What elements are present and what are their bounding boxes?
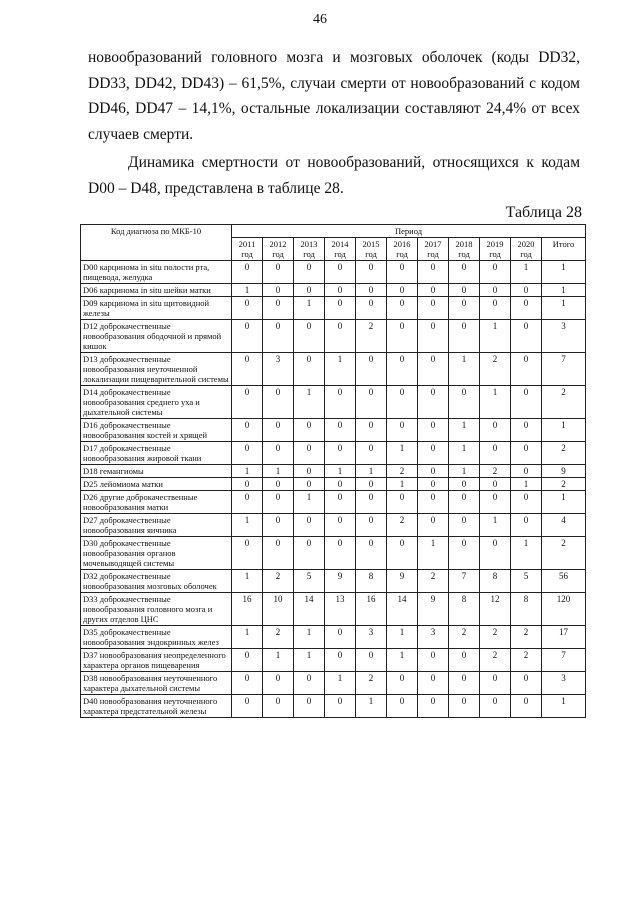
value-cell: 0	[263, 672, 294, 695]
value-cell: 0	[232, 419, 263, 442]
total-header: Итого	[542, 238, 586, 261]
table-row	[81, 672, 586, 695]
table-row	[81, 320, 586, 353]
total-cell: 1	[542, 261, 586, 284]
year-header	[356, 238, 387, 261]
diagnosis-cell: D13 доброкачественные новообразования неуточненной локализации пищеварительной системы	[81, 353, 232, 386]
value-cell: 0	[449, 514, 480, 537]
value-cell: 2	[511, 649, 542, 672]
value-cell: 0	[356, 442, 387, 465]
value-cell: 8	[449, 593, 480, 626]
value-cell: 0	[449, 491, 480, 514]
total-cell: 7	[542, 353, 586, 386]
table-row	[81, 419, 586, 442]
body-paragraph-intro: Динамика смертности от новообразований, относящихся к кодам D00 – D48, представлена в таблице 28.	[88, 154, 580, 197]
value-cell: 0	[263, 514, 294, 537]
value-cell: 0	[356, 284, 387, 297]
year-header	[511, 238, 542, 261]
diagnosis-cell: D06 карцинома in situ шейки матки	[81, 284, 232, 297]
value-cell: 0	[511, 419, 542, 442]
value-cell: 1	[511, 261, 542, 284]
value-cell: 0	[325, 514, 356, 537]
year-header	[387, 238, 418, 261]
year-unit: год	[334, 249, 346, 259]
value-cell: 0	[418, 478, 449, 491]
year-unit: год	[520, 249, 532, 259]
value-cell: 0	[387, 320, 418, 353]
value-cell: 0	[325, 320, 356, 353]
value-cell: 0	[387, 353, 418, 386]
value-cell: 3	[418, 626, 449, 649]
value-cell: 0	[325, 537, 356, 570]
value-cell: 0	[232, 320, 263, 353]
value-cell: 1	[449, 419, 480, 442]
value-cell: 0	[325, 386, 356, 419]
total-cell: 7	[542, 649, 586, 672]
value-cell: 0	[418, 649, 449, 672]
value-cell: 0	[325, 491, 356, 514]
total-cell: 2	[542, 537, 586, 570]
value-cell: 0	[387, 672, 418, 695]
diagnosis-cell: D32 доброкачественные новообразования мозговых оболочек	[81, 570, 232, 593]
value-cell: 0	[449, 320, 480, 353]
total-cell: 9	[542, 465, 586, 478]
table-row	[81, 593, 586, 626]
year-header	[449, 238, 480, 261]
value-cell: 0	[325, 649, 356, 672]
diagnosis-cell: D12 доброкачественные новообразования ободочной и прямой кишок	[81, 320, 232, 353]
year-header	[325, 238, 356, 261]
value-cell: 10	[263, 593, 294, 626]
year-label: 2015	[362, 239, 380, 249]
diagnosis-cell: D30 доброкачественные новообразования органов мочевыводящей системы	[81, 537, 232, 570]
value-cell: 0	[449, 261, 480, 284]
year-header	[294, 238, 325, 261]
value-cell: 14	[387, 593, 418, 626]
value-cell: 0	[480, 297, 511, 320]
value-cell: 2	[387, 465, 418, 478]
year-label: 2017	[424, 239, 442, 249]
table-row	[81, 442, 586, 465]
value-cell: 0	[449, 284, 480, 297]
value-cell: 0	[480, 672, 511, 695]
year-header	[480, 238, 511, 261]
total-cell: 4	[542, 514, 586, 537]
value-cell: 0	[325, 442, 356, 465]
value-cell: 8	[511, 593, 542, 626]
table-row	[81, 514, 586, 537]
value-cell: 1	[449, 465, 480, 478]
value-cell: 0	[387, 491, 418, 514]
diagnosis-cell: D25 лейомиома матки	[81, 478, 232, 491]
value-cell: 1	[449, 442, 480, 465]
value-cell: 9	[418, 593, 449, 626]
value-cell: 0	[325, 626, 356, 649]
table-row	[81, 626, 586, 649]
value-cell: 0	[511, 514, 542, 537]
total-cell: 3	[542, 320, 586, 353]
value-cell: 0	[511, 284, 542, 297]
value-cell: 0	[294, 353, 325, 386]
value-cell: 0	[294, 672, 325, 695]
value-cell: 0	[418, 419, 449, 442]
value-cell: 0	[356, 297, 387, 320]
value-cell: 1	[480, 386, 511, 419]
diagnosis-cell: D14 доброкачественные новообразования среднего уха и дыхательной системы	[81, 386, 232, 419]
table-row	[81, 491, 586, 514]
total-cell: 1	[542, 284, 586, 297]
diagnosis-cell: D38 новообразования неуточненного характера дыхательной системы	[81, 672, 232, 695]
value-cell: 0	[449, 695, 480, 718]
period-header: Период	[232, 225, 586, 238]
value-cell: 0	[263, 442, 294, 465]
value-cell: 0	[294, 320, 325, 353]
value-cell: 0	[480, 695, 511, 718]
value-cell: 0	[232, 478, 263, 491]
table-row	[81, 478, 586, 491]
value-cell: 0	[232, 442, 263, 465]
diagnosis-cell: D35 доброкачественные новообразования эндокринных желез	[81, 626, 232, 649]
value-cell: 0	[325, 284, 356, 297]
value-cell: 0	[232, 386, 263, 419]
table-row	[81, 649, 586, 672]
diagnosis-cell: D37 новообразования неопределенного характера органов пищеварения	[81, 649, 232, 672]
value-cell: 0	[325, 478, 356, 491]
value-cell: 0	[387, 386, 418, 419]
total-cell: 1	[542, 695, 586, 718]
total-cell: 1	[542, 491, 586, 514]
year-label: 2020	[517, 239, 535, 249]
table-row	[81, 695, 586, 718]
value-cell: 0	[418, 672, 449, 695]
value-cell: 2	[263, 570, 294, 593]
value-cell: 0	[480, 491, 511, 514]
year-unit: год	[241, 249, 253, 259]
value-cell: 2	[449, 626, 480, 649]
value-cell: 0	[325, 695, 356, 718]
value-cell: 1	[232, 465, 263, 478]
value-cell: 0	[232, 649, 263, 672]
year-unit: год	[396, 249, 408, 259]
table-row	[81, 261, 586, 284]
year-unit: год	[489, 249, 501, 259]
value-cell: 0	[511, 465, 542, 478]
value-cell: 0	[356, 491, 387, 514]
table-row	[81, 284, 586, 297]
value-cell: 0	[418, 442, 449, 465]
code-header: Код диагноза по МКБ-10	[81, 225, 232, 261]
total-cell: 120	[542, 593, 586, 626]
value-cell: 0	[418, 284, 449, 297]
value-cell: 0	[294, 478, 325, 491]
value-cell: 0	[294, 442, 325, 465]
value-cell: 1	[325, 353, 356, 386]
value-cell: 1	[263, 465, 294, 478]
value-cell: 0	[263, 261, 294, 284]
value-cell: 0	[325, 297, 356, 320]
year-unit: год	[365, 249, 377, 259]
value-cell: 0	[418, 695, 449, 718]
value-cell: 1	[418, 537, 449, 570]
value-cell: 0	[511, 353, 542, 386]
value-cell: 0	[511, 386, 542, 419]
value-cell: 1	[232, 284, 263, 297]
value-cell: 0	[356, 537, 387, 570]
value-cell: 1	[232, 626, 263, 649]
value-cell: 1	[294, 297, 325, 320]
value-cell: 2	[356, 320, 387, 353]
value-cell: 0	[511, 695, 542, 718]
table-row	[81, 353, 586, 386]
value-cell: 1	[387, 626, 418, 649]
value-cell: 0	[356, 649, 387, 672]
value-cell: 0	[294, 537, 325, 570]
value-cell: 8	[480, 570, 511, 593]
value-cell: 0	[232, 297, 263, 320]
diagnosis-cell: D17 доброкачественные новообразования жировой ткани	[81, 442, 232, 465]
value-cell: 0	[387, 695, 418, 718]
value-cell: 0	[449, 386, 480, 419]
value-cell: 0	[449, 672, 480, 695]
year-header	[263, 238, 294, 261]
table-row	[81, 570, 586, 593]
value-cell: 8	[356, 570, 387, 593]
value-cell: 1	[387, 442, 418, 465]
value-cell: 0	[263, 284, 294, 297]
value-cell: 2	[418, 570, 449, 593]
diagnosis-cell: D16 доброкачественные новообразования костей и хрящей	[81, 419, 232, 442]
value-cell: 0	[480, 478, 511, 491]
table-row	[81, 386, 586, 419]
year-label: 2014	[331, 239, 349, 249]
value-cell: 1	[511, 537, 542, 570]
value-cell: 0	[294, 419, 325, 442]
value-cell: 1	[294, 386, 325, 419]
value-cell: 0	[449, 649, 480, 672]
value-cell: 0	[294, 514, 325, 537]
value-cell: 7	[449, 570, 480, 593]
value-cell: 0	[418, 320, 449, 353]
year-label: 2013	[300, 239, 318, 249]
value-cell: 9	[325, 570, 356, 593]
value-cell: 3	[356, 626, 387, 649]
value-cell: 0	[294, 261, 325, 284]
diagnosis-cell: D27 доброкачественные новообразования яичника	[81, 514, 232, 537]
total-cell: 2	[542, 478, 586, 491]
value-cell: 14	[294, 593, 325, 626]
table-row	[81, 537, 586, 570]
year-header	[232, 238, 263, 261]
diagnosis-cell: D00 карцинома in situ полости рта, пищевода, желудка	[81, 261, 232, 284]
value-cell: 0	[356, 419, 387, 442]
year-unit: год	[427, 249, 439, 259]
value-cell: 0	[480, 537, 511, 570]
value-cell: 0	[263, 320, 294, 353]
value-cell: 0	[263, 478, 294, 491]
page-number: 46	[313, 12, 327, 27]
value-cell: 2	[387, 514, 418, 537]
value-cell: 0	[480, 284, 511, 297]
value-cell: 2	[263, 626, 294, 649]
value-cell: 2	[480, 626, 511, 649]
value-cell: 0	[387, 537, 418, 570]
value-cell: 0	[325, 419, 356, 442]
value-cell: 0	[232, 491, 263, 514]
total-cell: 1	[542, 419, 586, 442]
value-cell: 0	[232, 695, 263, 718]
value-cell: 2	[480, 465, 511, 478]
table-caption: Таблица 28	[505, 204, 582, 221]
total-cell: 3	[542, 672, 586, 695]
value-cell: 1	[232, 514, 263, 537]
value-cell: 0	[263, 386, 294, 419]
value-cell: 0	[418, 297, 449, 320]
year-label: 2012	[269, 239, 287, 249]
value-cell: 1	[480, 514, 511, 537]
value-cell: 0	[294, 695, 325, 718]
value-cell: 0	[418, 386, 449, 419]
value-cell: 0	[356, 386, 387, 419]
year-header	[418, 238, 449, 261]
value-cell: 0	[480, 419, 511, 442]
value-cell: 0	[325, 261, 356, 284]
value-cell: 0	[263, 537, 294, 570]
value-cell: 0	[418, 353, 449, 386]
year-label: 2011	[238, 239, 256, 249]
value-cell: 0	[511, 491, 542, 514]
total-cell: 56	[542, 570, 586, 593]
value-cell: 0	[356, 353, 387, 386]
value-cell: 1	[263, 649, 294, 672]
value-cell: 0	[294, 465, 325, 478]
value-cell: 0	[480, 261, 511, 284]
total-cell: 2	[542, 442, 586, 465]
mortality-table	[80, 224, 586, 718]
value-cell: 2	[480, 353, 511, 386]
value-cell: 0	[418, 514, 449, 537]
value-cell: 1	[356, 695, 387, 718]
value-cell: 0	[449, 537, 480, 570]
value-cell: 5	[294, 570, 325, 593]
value-cell: 1	[325, 672, 356, 695]
value-cell: 0	[263, 695, 294, 718]
diagnosis-cell: D09 карцинома in situ щитовидной железы	[81, 297, 232, 320]
value-cell: 2	[356, 672, 387, 695]
value-cell: 0	[387, 261, 418, 284]
total-cell: 1	[542, 297, 586, 320]
value-cell: 16	[232, 593, 263, 626]
total-cell: 17	[542, 626, 586, 649]
value-cell: 1	[232, 570, 263, 593]
value-cell: 0	[356, 514, 387, 537]
value-cell: 5	[511, 570, 542, 593]
value-cell: 1	[294, 491, 325, 514]
total-cell: 2	[542, 386, 586, 419]
value-cell: 2	[480, 649, 511, 672]
value-cell: 0	[387, 419, 418, 442]
value-cell: 1	[387, 649, 418, 672]
value-cell: 0	[232, 672, 263, 695]
value-cell: 9	[387, 570, 418, 593]
year-unit: год	[303, 249, 315, 259]
value-cell: 0	[263, 491, 294, 514]
value-cell: 0	[263, 297, 294, 320]
value-cell: 0	[356, 261, 387, 284]
value-cell: 1	[294, 626, 325, 649]
value-cell: 1	[480, 320, 511, 353]
table-row	[81, 297, 586, 320]
value-cell: 0	[418, 261, 449, 284]
value-cell: 1	[449, 353, 480, 386]
value-cell: 0	[294, 284, 325, 297]
value-cell: 1	[511, 478, 542, 491]
value-cell: 0	[449, 297, 480, 320]
year-unit: год	[458, 249, 470, 259]
value-cell: 1	[325, 465, 356, 478]
value-cell: 0	[511, 297, 542, 320]
value-cell: 0	[449, 478, 480, 491]
table-row	[81, 465, 586, 478]
diagnosis-cell: D33 доброкачественные новообразования головного мозга и других отделов ЦНС	[81, 593, 232, 626]
value-cell: 16	[356, 593, 387, 626]
value-cell: 1	[294, 649, 325, 672]
value-cell: 0	[418, 491, 449, 514]
value-cell: 0	[232, 537, 263, 570]
value-cell: 0	[232, 353, 263, 386]
value-cell: 0	[511, 442, 542, 465]
value-cell: 0	[263, 419, 294, 442]
value-cell: 12	[480, 593, 511, 626]
value-cell: 1	[387, 478, 418, 491]
value-cell: 0	[511, 320, 542, 353]
body-paragraph: новообразований головного мозга и мозговых оболочек (коды DD32, DD33, DD42, DD43) – 61,5%, случаи смерти от новообразований с кодом DD46, DD47 – 14,1%, остальные локализации составляют 24,4% от всех случаев смерти.	[88, 49, 580, 143]
value-cell: 0	[480, 442, 511, 465]
diagnosis-cell: D26 другие доброкачественные новообразования матки	[81, 491, 232, 514]
value-cell: 0	[511, 672, 542, 695]
diagnosis-cell: D18 гемангиомы	[81, 465, 232, 478]
year-label: 2019	[486, 239, 504, 249]
value-cell: 0	[356, 478, 387, 491]
value-cell: 2	[511, 626, 542, 649]
diagnosis-cell: D40 новообразования неуточненного характера предстательной железы	[81, 695, 232, 718]
year-unit: год	[272, 249, 284, 259]
value-cell: 0	[387, 297, 418, 320]
value-cell: 0	[418, 465, 449, 478]
value-cell: 0	[387, 284, 418, 297]
value-cell: 0	[232, 261, 263, 284]
year-label: 2018	[455, 239, 473, 249]
value-cell: 3	[263, 353, 294, 386]
year-label: 2016	[393, 239, 411, 249]
value-cell: 13	[325, 593, 356, 626]
value-cell: 1	[356, 465, 387, 478]
